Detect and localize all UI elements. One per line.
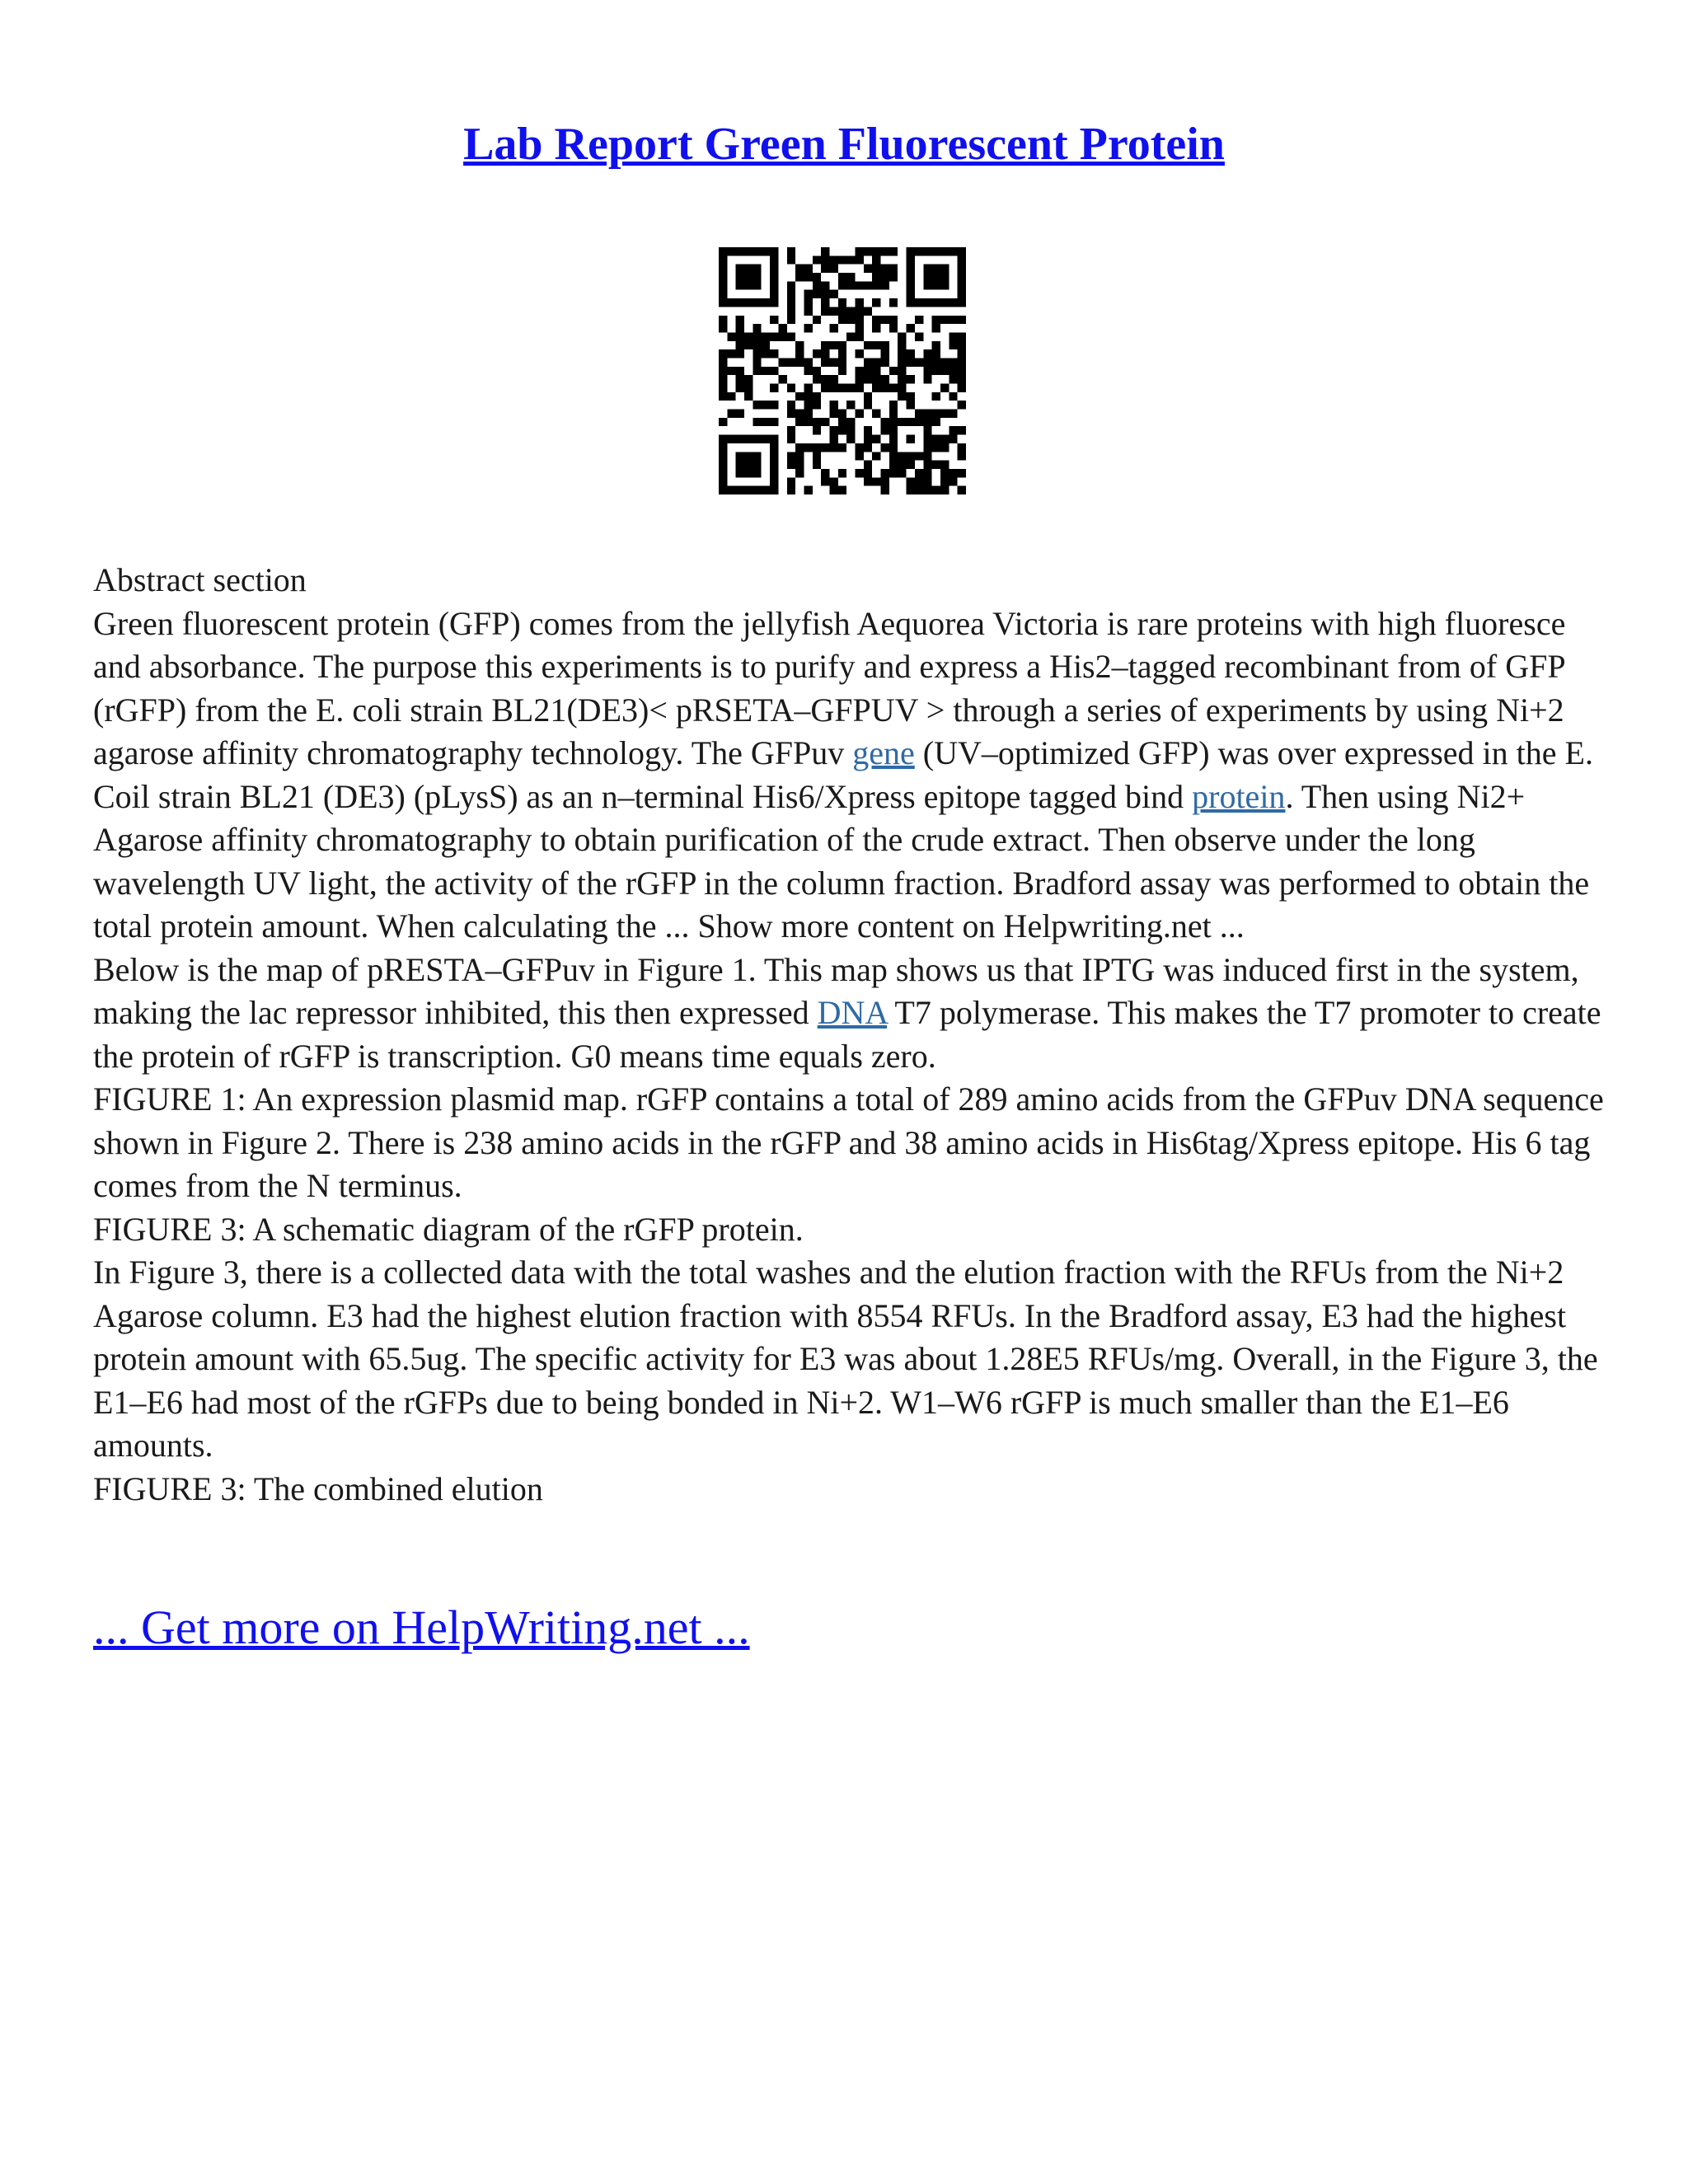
abstract-heading: Abstract section [93,561,307,598]
gene-link[interactable]: gene [852,734,915,771]
qr-code-icon [719,247,966,494]
abstract-paragraph-1: Green fluorescent protein (GFP) comes from the jellyfish Aequorea Victoria is rare proteins with high fluoresce and absorbance. The purpose this experiments is to purify and express a His2–tagged recombinant from of GFP (rGFP) from the E. coli strain BL21(DE3)< pRSETA–GFPUV > through a series of experiments by using Ni+2 agarose affinity chromatography technology. The GFPuv gene (UV–optimized GFP) was over expressed in the E. Coil strain BL21 (DE3) (pLysS) as an n–terminal His6/Xpress epitope tagged bind protein. Then using Ni2+ Agarose affinity chromatography to obtain purification of the crude extract. Then observe under the long wavelength UV light, the activity of the rGFP in the column fraction. Bradford assay was performed to obtain the total protein amount. When calculating the ... Show more content on Helpwriting.net ... [93,604,1593,944]
title-link[interactable]: Lab Report Green Fluorescent Protein [463,119,1225,170]
abstract-body [93,559,1610,1511]
page-title [0,115,1688,173]
abstract-paragraph-5: In Figure 3, there is a collected data with the total washes and the elution fraction with the RFUs from the Ni+2 Agarose column. E3 had the highest elution fraction with 8554 RFUs. In the Bradford assay, E3 had the highest protein amount with 65.5ug. The specific activity for E3 was about 1.28E5 RFUs/mg. Overall, in the Figure 3, the E1–E6 had most of the rGFPs due to being bonded in Ni+2. W1–W6 rGFP is much smaller than the E1–E6 amounts. [93,1254,1598,1464]
get-more-section [93,1599,750,1657]
abstract-paragraph-2: Below is the map of pRESTA–GFPuv in Figure 1. This map shows us that IPTG was induced first in the system, making the lac repressor inhibited, this then expressed DNA T7 polymerase. This makes the T7 promoter to create the protein of rGFP is transcription. G0 means time equals zero. [93,950,1601,1075]
get-more-link[interactable]: ... Get more on HelpWriting.net ... [93,1601,750,1654]
figure-1-caption: FIGURE 1: An expression plasmid map. rGFP contains a total of 289 amino acids from the GFPuv DNA sequence shown in Figure 2. There is 238 amino acids in the rGFP and 38 amino acids in His6tag/Xpress epitope. His 6 tag comes from the N terminus. [93,1080,1604,1204]
figure-3-elution-caption: FIGURE 3: The combined elution [93,1469,543,1507]
dna-link[interactable]: DNA [817,994,888,1031]
protein-link[interactable]: protein [1192,777,1286,815]
figure-3-caption: FIGURE 3: A schematic diagram of the rGFP protein. [93,1210,804,1248]
